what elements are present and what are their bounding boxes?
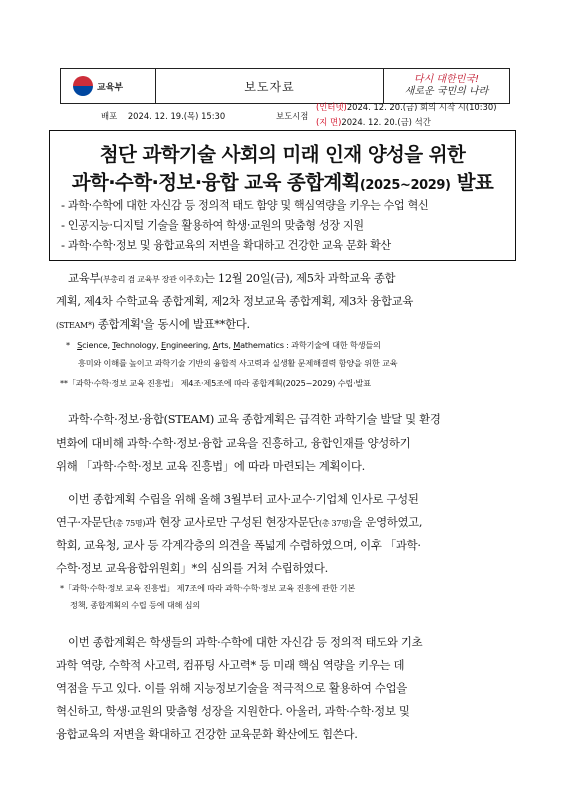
footnote-steam-line-2: 흥미와 이해를 높이고 과학기술 기반의 융합적 사고력과 실생활 문제해결력 함양을 위한 교육 [78, 358, 398, 368]
report-time-label: 보도시점 [276, 111, 309, 121]
paragraph-2-line: 위해 「과학·수학·정보 교육 진흥법」에 따라 마련되는 계획이다. [56, 459, 365, 473]
paragraph-1-line: (STEAM*) 종합계획'을 동시에 발표**한다. [56, 317, 250, 331]
paragraph-3-line: 수학·정보 교육융합위원회」*의 심의를 거쳐 수립하였다. [56, 561, 328, 575]
paragraph-1-line: 계획, 제4차 수학교육 종합계획, 제2차 정보교육 종합계획, 제3차 융합교육 [56, 294, 414, 308]
distribution-time: 배포 2024. 12. 19.(목) 15:30 [101, 111, 226, 121]
paragraph-2-line: 과학·수학·정보·융합(STEAM) 교육 종합계획은 급격한 과학기술 발달 및 환경 [68, 412, 441, 426]
footnote-committee: *「과학·수학·정보 교육 진흥법」 제7조에 따라 과학·수학·정보 교육 진흥에 관한 기본 [60, 583, 356, 593]
paragraph-4-line: 과학 역량, 수학적 사고력, 컴퓨팅 사고력* 등 미래 핵심 역량을 키우는 데 [56, 658, 405, 672]
paragraph-3-line: 학회, 교육청, 교사 등 각계각층의 의견을 폭넓게 수렴하였으며, 이후 「과학· [56, 538, 421, 552]
summary-bullet: - 과학·수학·정보 및 융합교육의 저변을 확대하고 건강한 교육 문화 확산 [61, 239, 391, 252]
internet-release-time: (인터넷)2024. 12. 20.(금) 회의 시작 시(10:30) [316, 102, 497, 112]
paragraph-3-line: 연구·자문단(총 75명)과 현장 교사로만 구성된 현장자문단(총 37명)을 운영하였고, [56, 515, 423, 529]
taegeuk-emblem-icon [73, 76, 93, 96]
paragraph-2-line: 변화에 대비해 과학·수학·정보·융합 교육을 진흥하고, 융합인재를 양성하기 [56, 436, 411, 450]
paragraph-4-line: 혁신하고, 학생·교원의 맞춤형 성장을 지원한다. 아울러, 과학·수학·정보 및 [56, 704, 410, 718]
headline-line-2: 과학·수학·정보·융합 교육 종합계획(2025~2029) 발표 [71, 171, 494, 194]
paragraph-4-line: 융합교육의 저변을 확대하고 건강한 교육문화 확산에도 힘쓴다. [56, 727, 358, 741]
headline-line-1: 첨단 과학기술 사회의 미래 인재 양성을 위한 [99, 143, 466, 166]
paragraph-4-line: 이번 종합계획은 학생들의 과학·수학에 대한 자신감 등 정의적 태도와 기초 [68, 635, 423, 649]
slogan-line-1: 다시 대한민국! [413, 74, 480, 85]
headline-box [49, 130, 516, 261]
paragraph-3-line: 이번 종합계획 수립을 위해 올해 3월부터 교사·교수·기업체 인사로 구성된 [68, 492, 419, 506]
document-type: 보도자료 [156, 69, 384, 103]
paper-release-time: (지 면)2024. 12. 20.(금) 석간 [316, 117, 431, 127]
paragraph-1-line: 교육부(부총리 겸 교육부 장관 이주호)는 12월 20일(금), 제5차 과학교육 종합 [68, 271, 396, 285]
paragraph-4-line: 역점을 두고 있다. 이를 위해 지능정보기술을 적극적으로 활용하여 수업을 [56, 681, 407, 695]
footnote-steam: * Science, Technology, Engineering, Arts, Mathematics : 과학기술에 대한 학생들의 [66, 340, 381, 350]
ministry-logo [61, 69, 156, 103]
government-slogan [384, 69, 509, 103]
footnote-committee-line-2: 정책, 종합계획의 수립 등에 대해 심의 [70, 600, 201, 610]
org-name: 교육부 [97, 82, 124, 93]
press-release-header [60, 68, 510, 104]
summary-bullet: - 인공지능·디지털 기술을 활용하여 학생·교원의 맞춤형 성장 지원 [61, 219, 364, 232]
footnote-law: **「과학·수학·정보 교육 진흥법」 제4조·제5조에 따라 종합계획(2025~2029) 수립·발표 [60, 378, 371, 388]
slogan-line-2: 새로운 국민의 나라 [404, 86, 489, 97]
summary-bullet: - 과학·수학에 대한 자신감 등 정의적 태도 함양 및 핵심역량을 키우는 수업 혁신 [61, 199, 429, 212]
